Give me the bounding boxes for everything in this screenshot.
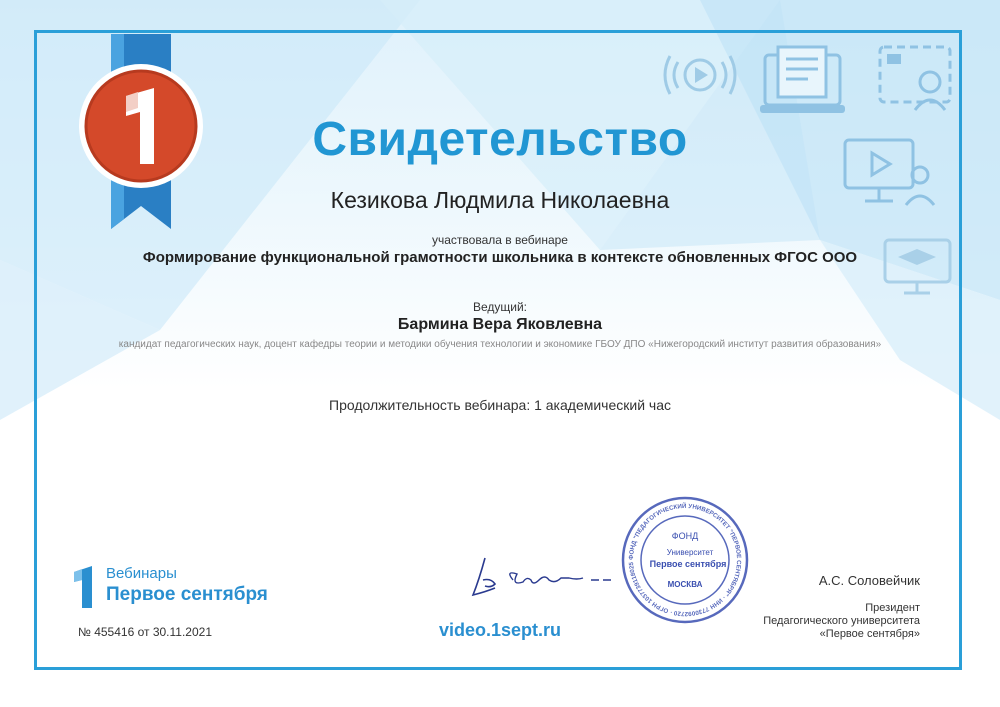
stamp-line-1: ФОНД (671, 531, 699, 541)
signer-title-line-2: Педагогического университета (763, 615, 920, 627)
webinar-duration: Продолжительность вебинара: 1 академический час (329, 397, 671, 413)
monitor-play-icon (840, 135, 940, 215)
signer-title (700, 602, 920, 641)
video-play-icon (660, 50, 740, 100)
certificate-title: Свидетельство (312, 113, 688, 166)
graduation-screen-icon (880, 235, 960, 300)
participated-text: участвовала в вебинаре (432, 233, 568, 247)
site-link[interactable]: video.1sept.ru (438, 620, 562, 640)
certificate-number: № 455416 от 30.11.2021 (78, 625, 212, 639)
logo-line-1: Вебинары (106, 565, 177, 582)
host-label: Ведущий: (472, 300, 528, 314)
host-name: Бармина Вера Яковлевна (397, 316, 603, 333)
host-description: кандидат педагогических наук, доцент кафедры теории и методики обучения технологии и экономике ГБОУ ДПО «Нижегородский институт развития образования» (118, 339, 882, 350)
logo-line-2: Первое сентября (106, 584, 268, 605)
signer-name: А.С. Соловейчик (818, 573, 920, 588)
document-screen-icon (760, 45, 850, 120)
webinars-logo (70, 562, 270, 612)
webinar-title: Формирование функциональной грамотности школьника в контексте обновленных ФГОС ООО (142, 249, 858, 266)
logo-mark-icon (70, 562, 102, 610)
stamp-line-4: МОСКВА (667, 580, 703, 589)
recipient-name: Кезикова Людмила Николаевна (330, 187, 670, 213)
signer-title-line-1: Президент (865, 602, 920, 614)
stamp-line-2: Университет (666, 548, 714, 557)
stamp-ring-text: ФОНД "ПЕДАГОГИЧЕСКИЙ УНИВЕРСИТЕТ "ПЕРВОЕ СЕНТЯБРЯ" · ИНН 7730092720 · ОГРН 1037739118025 (627, 502, 743, 618)
signature (465, 550, 625, 605)
signer-title-line-3: «Первое сентября» (819, 628, 920, 640)
stamp-line-3: Первое сентября (649, 559, 727, 569)
video-call-icon (875, 42, 960, 117)
